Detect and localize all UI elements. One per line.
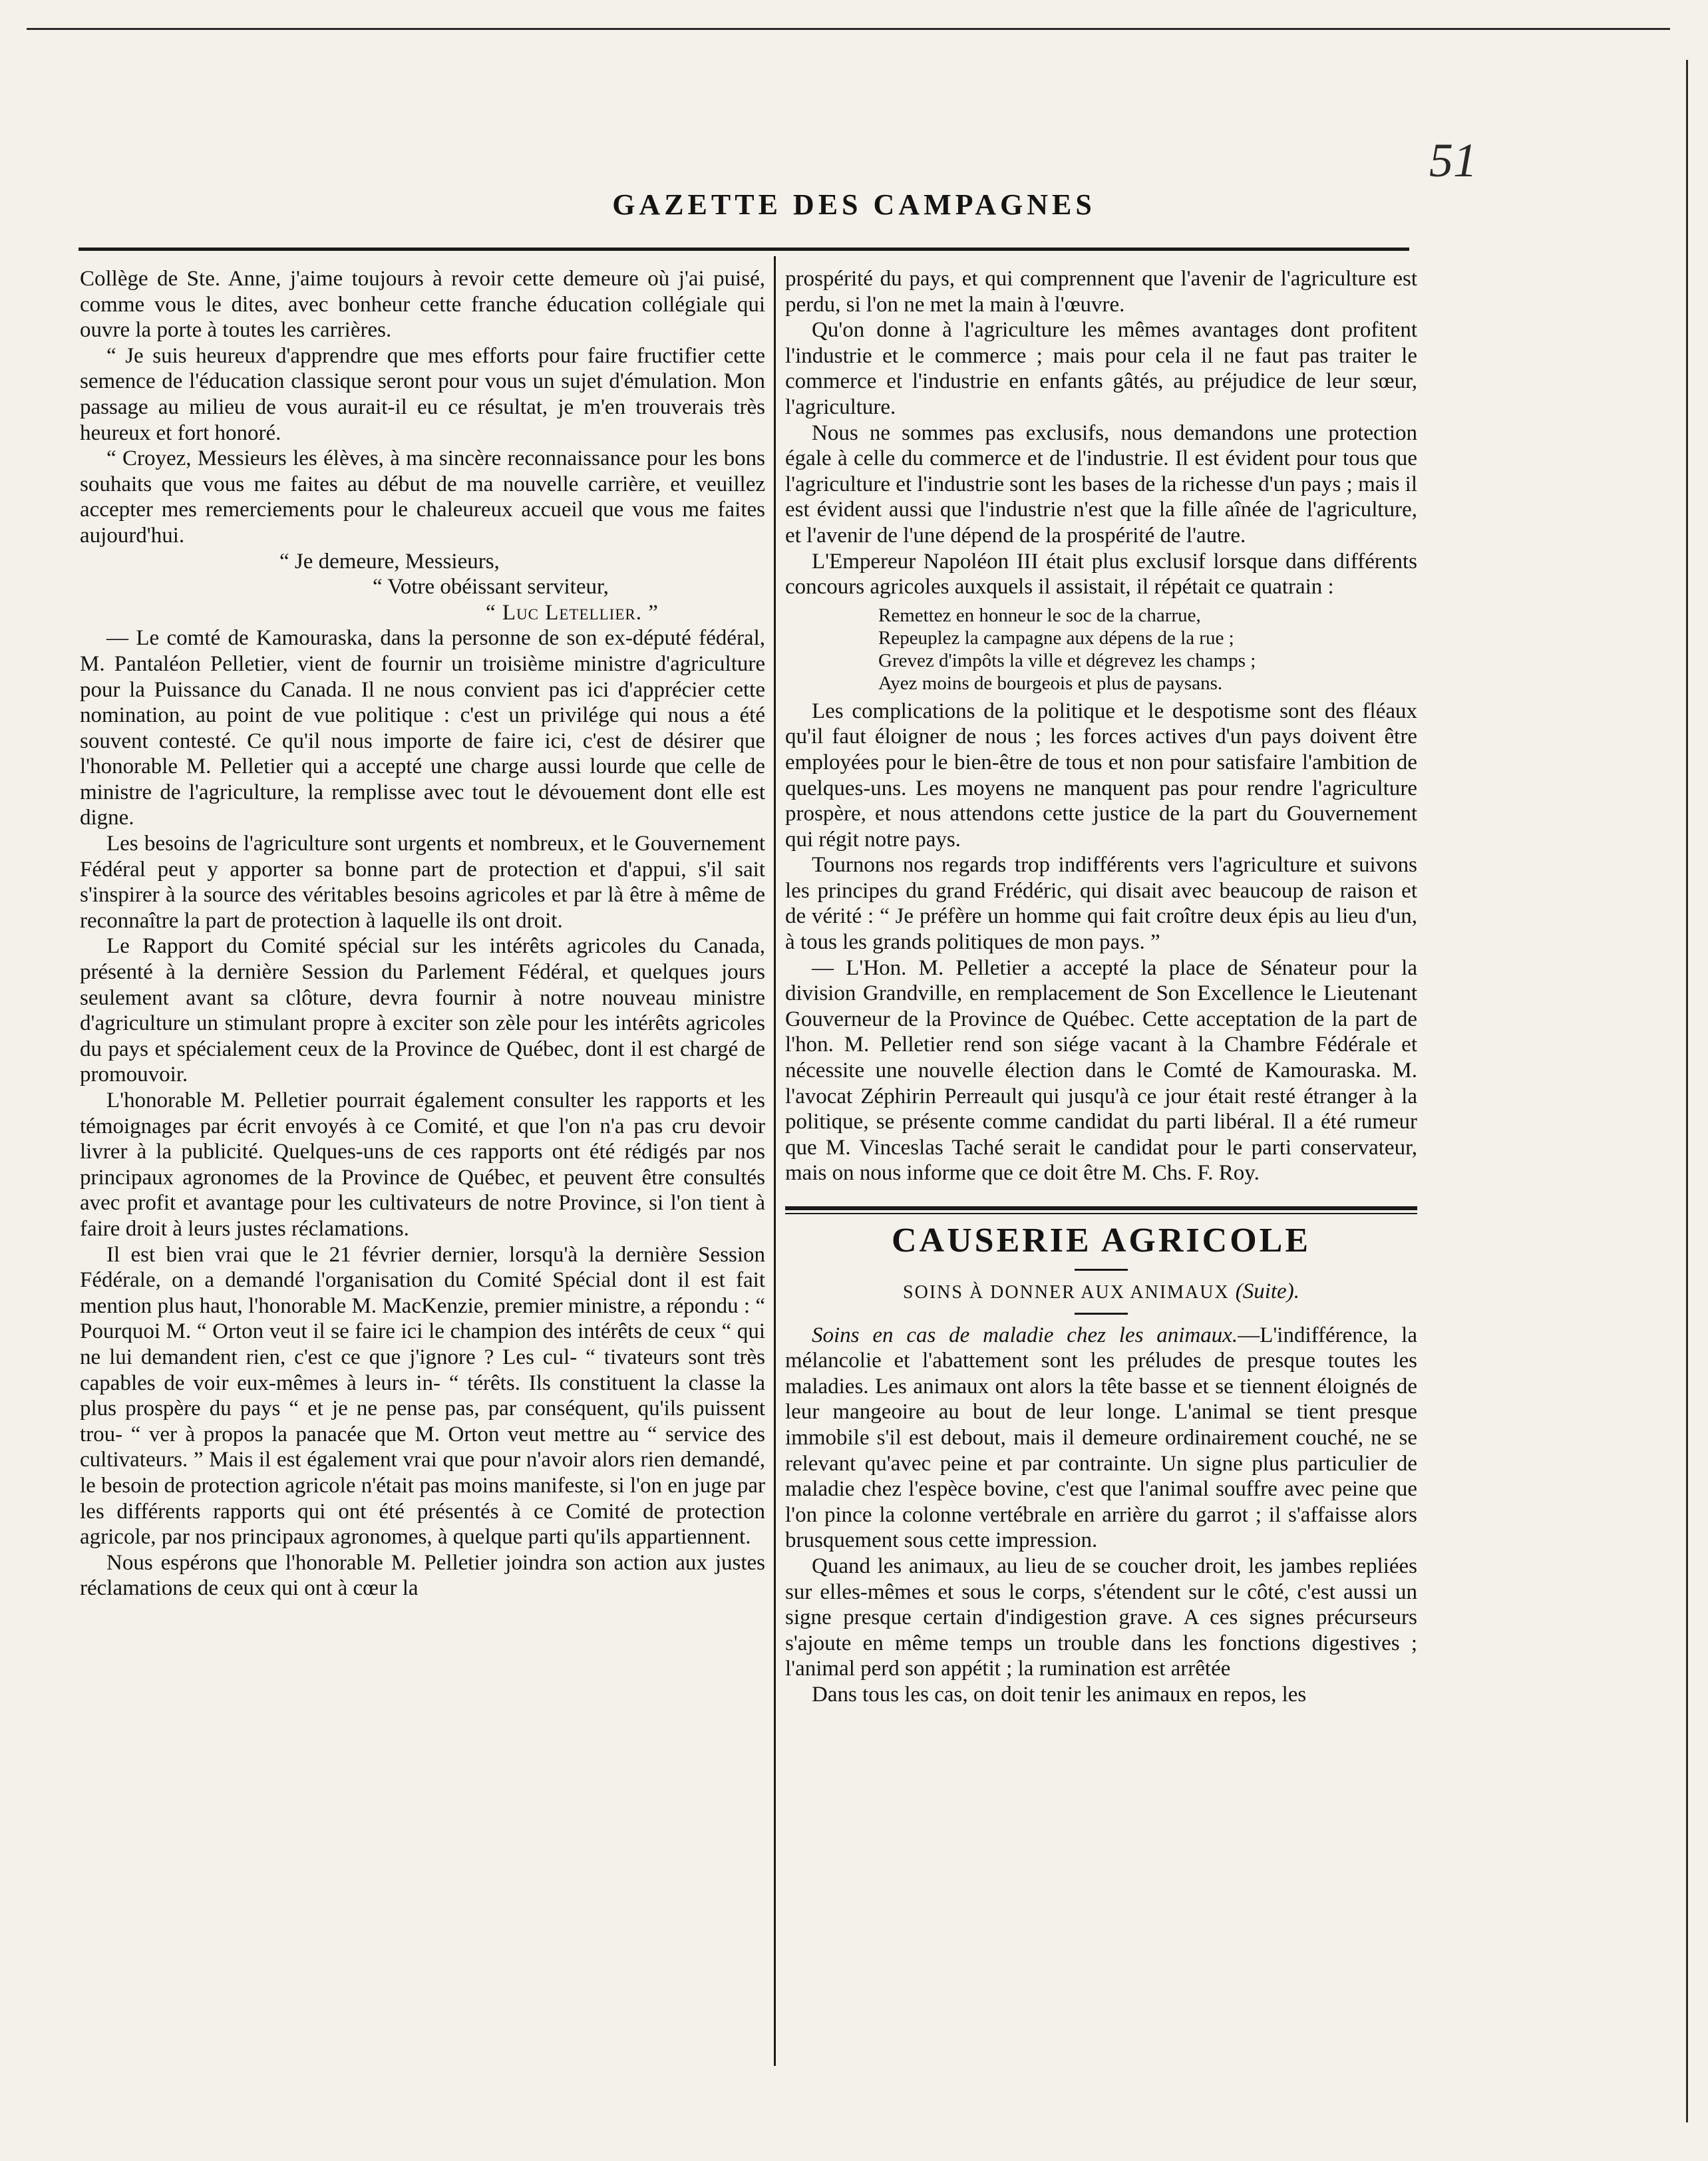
top-border-rule xyxy=(27,28,1670,30)
paragraph: Nous espérons que l'honorable M. Pelletier joindra son action aux justes réclamations de ceux qui ont à cœur la xyxy=(80,1550,765,1601)
paragraph-rest: —L'indifférence, la mélancolie et l'abattement sont les préludes de presque toutes les maladies. Les animaux ont alors la tête basse et se tiennent éloignés de leur mangeoire au bout de leur longe. L'animal se tient presque immobile s'il est debout, mais il demeure ordinairement couché, ne se relevant qu'avec peine et par contrainte. Un signe plus particulier de maladie chez l'espèce bovine, c'est que l'animal souffre avec peine que l'on pince la colonne vertébrale en arrière du garrot ; il s'affaisse alors brusquement sous cette impression. xyxy=(785,1323,1417,1553)
section-rule-thin xyxy=(785,1213,1417,1214)
header-rule xyxy=(79,248,1409,251)
right-column xyxy=(785,266,1417,1708)
paragraph: L'honorable M. Pelletier pourrait également consulter les rapports et les témoignages par écrit envoyés à ce Comité, et que l'on n'a pas cru devoir livrer à la publicité. Quelques-uns de ces rapports ont été rédigés par nos principaux agronomes de la Province de Québec, et peuvent être consultés avec profit et avantage pour les cultivateurs de notre Province, si l'on tient à faire droit à leurs justes réclamations. xyxy=(80,1088,765,1241)
paragraph: prospérité du pays, et qui comprennent que l'avenir de l'agriculture est perdu, si l'on ne met la main à l'œuvre. xyxy=(785,267,1417,317)
column-divider xyxy=(774,256,776,2066)
paragraph: L'Empereur Napoléon III était plus exclusif lorsque dans différents concours agricoles auxquels il assistait, il répétait ce quatrain : xyxy=(785,549,1417,599)
page-number: 51 xyxy=(1429,134,1477,187)
letter-closing: “ Votre obéissant serviteur, xyxy=(373,575,609,599)
paragraph xyxy=(785,1323,1417,1554)
paragraph: — Le comté de Kamouraska, dans la personne de son ex-député fédéral, M. Pantaléon Pelletier, vient de fournir un troisième ministre d'agriculture pour la Puissance du Canada. Il ne nous convient pas ici d'apprécier cette nomination, au point de vue politique : c'est un privilége qui nous a été souvent contesté. Ce qu'il nous importe de faire ici, c'est de désirer que l'honorable M. Pelletier qui a accepté une charge aussi lourde que celle de ministre de l'agriculture, la remplisse avec tout le dévouement dont elle est digne. xyxy=(80,626,765,830)
paragraph: — L'Hon. M. Pelletier a accepté la place de Sénateur pour la division Grandville, en remplacement de Son Excellence le Lieutenant Gouverneur de la Province de Québec. Cette acceptation de la part de l'hon. M. Pelletier rend son siége vacant à la Chambre Fédérale et nécessite une nouvelle élection dans le Comté de Kamouraska. M. l'avocat Zéphirin Perreault qui jusqu'à ce jour était resté étranger à la politique, se présente comme candidat du parti libéral. Il a été rumeur que M. Vinceslas Taché serait le candidat pour le parti conservateur, mais on nous informe que ce doit être M. Chs. F. Roy. xyxy=(785,955,1417,1186)
letter-signature: “ Luc Letellier. ” xyxy=(486,600,659,625)
paragraph: Qu'on donne à l'agriculture les mêmes avantages dont profitent l'industrie et le commerce ; mais pour cela il ne faut pas traiter le commerce et l'industrie en enfants gâtés, au préjudice de leur sœur, l'agriculture. xyxy=(785,318,1417,419)
paragraph: Dans tous les cas, on doit tenir les animaux en repos, les xyxy=(812,1682,1307,1707)
quatrain xyxy=(878,604,1417,695)
verse-line: Ayez moins de bourgeois et plus de paysans. xyxy=(878,672,1223,694)
paragraph: “ Je suis heureux d'apprendre que mes efforts pour faire fructifier cette semence de l'éducation classique seront pour vous un sujet d'émulation. Mon passage au milieu de vous aurait-il eu ce résultat, je m'en trouverais très heureux et fort honoré. xyxy=(80,343,765,445)
paragraph: “ Croyez, Messieurs les élèves, à ma sincère reconnaissance pour les bons souhaits que vous me faites au début de ma nouvelle carrière, et veuillez accepter mes remerciements pour le chaleureux accueil que vous me faites aujourd'hui. xyxy=(80,446,765,548)
paragraph: Le Rapport du Comité spécial sur les intérêts agricoles du Canada, présenté à la dernière Session du Parlement Fédéral, et quelques jours seulement avant sa clôture, devra fournir à notre nouveau ministre d'agriculture un stimulant propre à exciter son zèle pour les intérêts agricoles du pays et spécialement ceux de la Province de Québec, dont il est chargé de promouvoir. xyxy=(80,934,765,1087)
paragraph: Les complications de la politique et le despotisme sont des fléaux qu'il faut éloigner de nous ; les forces actives d'un pays doivent être employées pour le bien-être de tous et non pour satisfaire l'ambition de quelques-uns. Les moyens ne manquent pas pour rendre l'agriculture prospère, et nous attendons cette justice de la part du Gouvernement qui régit notre pays. xyxy=(785,699,1417,852)
paragraph: Quand les animaux, au lieu de se coucher droit, les jambes repliées sur elles-mêmes et sous le corps, s'étendent sur le côté, c'est aussi un signe presque certain d'indigestion grave. A ces signes précurseurs s'ajoute en même temps un trouble dans les fonctions digestives ; l'animal perd son appétit ; la rumination est arrêtée xyxy=(785,1554,1417,1681)
section-heading: CAUSERIE AGRICOLE xyxy=(891,1222,1311,1259)
short-rule xyxy=(1075,1269,1128,1271)
paragraph: Collège de Ste. Anne, j'aime toujours à revoir cette demeure où j'ai puisé, comme vous le dites, avec bonheur cette franche éducation collégiale qui ouvre la porte à toutes les carrières. xyxy=(80,267,765,343)
verse-line: Remettez en honneur le soc de la charrue, xyxy=(878,604,1201,626)
verse-line: Grevez d'impôts la ville et dégrevez les champs ; xyxy=(878,649,1256,671)
section-rule xyxy=(785,1206,1417,1210)
paragraph: Tournons nos regards trop indifférents vers l'agriculture et suivons les principes du grand Frédéric, qui disait avec beaucoup de raison et de vérité : “ Je préfère un homme qui fait croître deux épis au lieu d'un, à tous les grands politiques de mon pays. ” xyxy=(785,853,1417,955)
left-column xyxy=(80,266,765,1601)
page-edge-rule xyxy=(1686,60,1688,2122)
paragraph: Les besoins de l'agriculture sont urgents et nombreux, et le Gouvernement Fédéral peut y apporter sa bonne part de protection et d'appui, s'il sait s'inspirer à la source des véritables besoins agricoles et par là être à même de reconnaître la part de protection à laquelle ils ont droit. xyxy=(80,832,765,933)
masthead-title: GAZETTE DES CAMPAGNES xyxy=(612,188,1096,221)
paragraph-lead: Soins en cas de maladie chez les animaux. xyxy=(812,1323,1238,1347)
paragraph: Nous ne sommes pas exclusifs, nous demandons une protection égale à celle du commerce et de l'industrie. Il est évident pour tous que l'agriculture et l'industrie sont les bases de la richesse d'un pays ; mais il est évident aussi que l'industrie n'est que la fille aînée de l'agriculture, et l'avenir de l'une dépend de la prospérité de l'autre. xyxy=(785,420,1417,548)
subheading-suffix: (Suite). xyxy=(1235,1279,1299,1303)
short-rule xyxy=(1075,1313,1128,1315)
section-subheading xyxy=(785,1279,1417,1306)
paragraph: Il est bien vrai que le 21 février dernier, lorsqu'à la dernière Session Fédérale, on a demandé l'organisation du Comité Spécial dont il est fait mention plus haut, l'honorable M. MacKenzie, premier ministre, a répondu : “ Pourquoi M. “ Orton veut il se faire ici le champion des intérêts de ceux “ qui ne lui demandent rien, c'est ce que j'ignore ? Les cul- “ tivateurs sont très capables de voir eux-mêmes à leurs in- “ térêts. Ils constituent la classe la plus prospère du pays “ et je ne pense pas, par conséquent, qu'ils puissent trou- “ ver à propos la panacée que M. Orton veut mettre au “ service des cultivateurs. ” Mais il est également vrai que pour n'avoir alors rien demandé, le besoin de protection agricole n'était pas moins manifeste, si l'on en juge par les différents rapports qui ont été présentés à ce Comité de protection agricole, par nos principaux agronomes, à quelque parti qu'ils appartiennent. xyxy=(80,1242,765,1550)
letter-closing: “ Je demeure, Messieurs, xyxy=(279,549,500,574)
subheading-text: SOINS À DONNER AUX ANIMAUX xyxy=(903,1282,1230,1303)
verse-line: Repeuplez la campagne aux dépens de la rue ; xyxy=(878,627,1234,649)
